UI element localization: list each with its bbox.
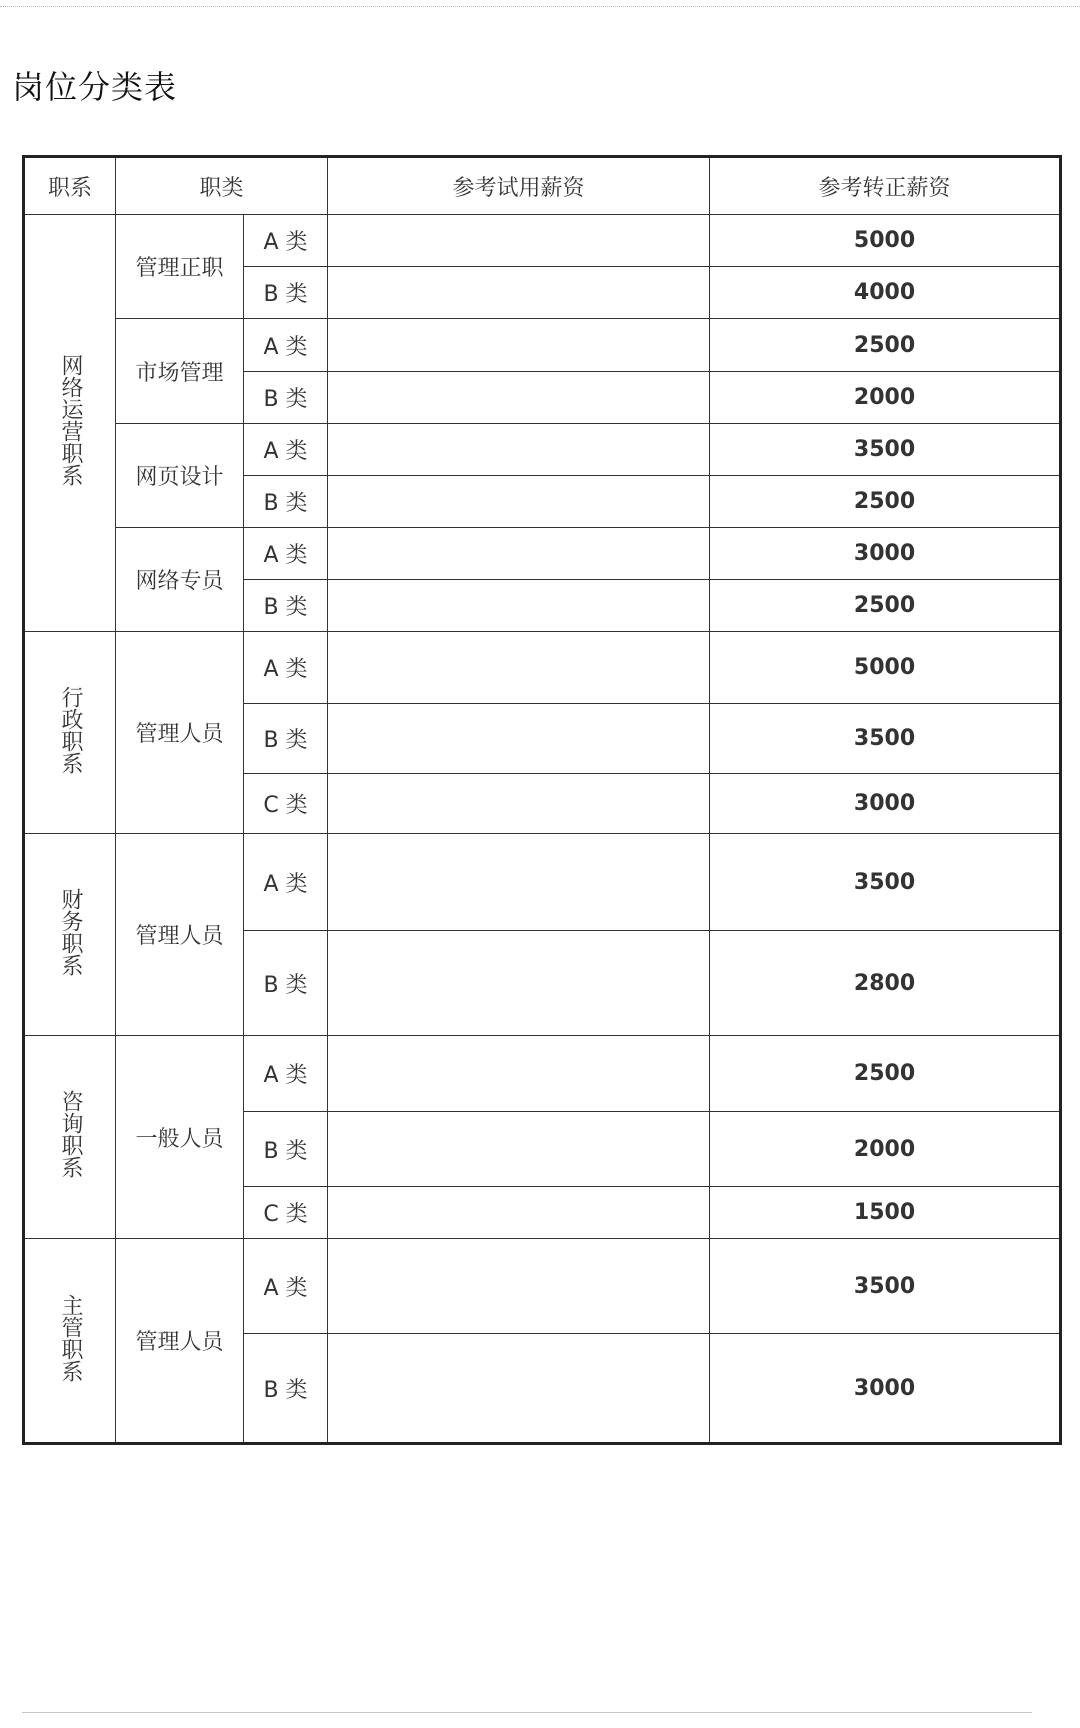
- trial-salary-cell: [328, 1187, 710, 1239]
- grade-cell: B 类: [244, 1334, 328, 1444]
- table-row: [24, 528, 1061, 580]
- trial-salary-cell: [328, 580, 710, 632]
- trial-salary-cell: [328, 931, 710, 1036]
- table-row: [24, 424, 1061, 476]
- grade-cell: B 类: [244, 580, 328, 632]
- regular-salary-cell: 5000: [710, 215, 1061, 267]
- job-system-label: 主管职系: [58, 1293, 83, 1382]
- trial-salary-cell: [328, 774, 710, 834]
- job-classification-table: [22, 155, 1062, 1445]
- table-row: [24, 632, 1061, 704]
- trial-salary-cell: [328, 834, 710, 931]
- regular-salary-cell: 2500: [710, 580, 1061, 632]
- table-row: [24, 834, 1061, 931]
- regular-salary-cell: 3000: [710, 774, 1061, 834]
- grade-cell: A 类: [244, 424, 328, 476]
- job-category-cell: 市场管理: [116, 319, 244, 424]
- trial-salary-cell: [328, 476, 710, 528]
- regular-salary-cell: 3000: [710, 528, 1061, 580]
- header-row: [24, 157, 1061, 215]
- header-regular-salary: 参考转正薪资: [710, 157, 1061, 215]
- regular-salary-cell: 2000: [710, 372, 1061, 424]
- job-system-cell: [24, 215, 116, 632]
- regular-salary-cell: 3500: [710, 704, 1061, 774]
- trial-salary-cell: [328, 632, 710, 704]
- grade-cell: B 类: [244, 931, 328, 1036]
- job-system-label: 行政职系: [58, 685, 83, 774]
- trial-salary-cell: [328, 1036, 710, 1112]
- grade-cell: A 类: [244, 1036, 328, 1112]
- trial-salary-cell: [328, 1112, 710, 1187]
- regular-salary-cell: 2500: [710, 476, 1061, 528]
- job-system-cell: [24, 1239, 116, 1444]
- trial-salary-cell: [328, 319, 710, 372]
- grade-cell: A 类: [244, 632, 328, 704]
- regular-salary-cell: 2000: [710, 1112, 1061, 1187]
- job-category-cell: 网页设计: [116, 424, 244, 528]
- grade-cell: A 类: [244, 215, 328, 267]
- job-category-cell: 管理正职: [116, 215, 244, 319]
- bottom-divider: [22, 1712, 1032, 1713]
- top-divider: [0, 6, 1080, 7]
- grade-cell: C 类: [244, 1187, 328, 1239]
- table-row: [24, 319, 1061, 372]
- trial-salary-cell: [328, 528, 710, 580]
- regular-salary-cell: 2500: [710, 319, 1061, 372]
- grade-cell: A 类: [244, 528, 328, 580]
- regular-salary-cell: 3000: [710, 1334, 1061, 1444]
- table-body: [24, 215, 1061, 1444]
- regular-salary-cell: 3500: [710, 424, 1061, 476]
- regular-salary-cell: 2800: [710, 931, 1061, 1036]
- job-category-cell: 网络专员: [116, 528, 244, 632]
- job-category-cell: 管理人员: [116, 834, 244, 1036]
- job-system-label: 网络运营职系: [58, 354, 83, 486]
- table-row: [24, 1239, 1061, 1334]
- trial-salary-cell: [328, 267, 710, 319]
- trial-salary-cell: [328, 372, 710, 424]
- regular-salary-cell: 3500: [710, 834, 1061, 931]
- trial-salary-cell: [328, 1334, 710, 1444]
- regular-salary-cell: 1500: [710, 1187, 1061, 1239]
- regular-salary-cell: 3500: [710, 1239, 1061, 1334]
- job-system-cell: [24, 834, 116, 1036]
- grade-cell: B 类: [244, 267, 328, 319]
- grade-cell: B 类: [244, 1112, 328, 1187]
- grade-cell: B 类: [244, 704, 328, 774]
- header-trial-salary: 参考试用薪资: [328, 157, 710, 215]
- grade-cell: C 类: [244, 774, 328, 834]
- grade-cell: B 类: [244, 372, 328, 424]
- header-job-category: 职类: [116, 157, 328, 215]
- grade-cell: A 类: [244, 319, 328, 372]
- job-category-cell: 管理人员: [116, 1239, 244, 1444]
- job-system-label: 咨询职系: [58, 1090, 83, 1178]
- trial-salary-cell: [328, 424, 710, 476]
- grade-cell: B 类: [244, 476, 328, 528]
- header-job-system: 职系: [24, 157, 116, 215]
- job-system-cell: [24, 632, 116, 834]
- table-row: [24, 1036, 1061, 1112]
- job-category-cell: 管理人员: [116, 632, 244, 834]
- grade-cell: A 类: [244, 1239, 328, 1334]
- job-system-label: 财务职系: [58, 887, 83, 976]
- grade-cell: A 类: [244, 834, 328, 931]
- page-title: 岗位分类表: [12, 68, 178, 106]
- trial-salary-cell: [328, 1239, 710, 1334]
- regular-salary-cell: 5000: [710, 632, 1061, 704]
- regular-salary-cell: 2500: [710, 1036, 1061, 1112]
- job-category-cell: 一般人员: [116, 1036, 244, 1239]
- job-system-cell: [24, 1036, 116, 1239]
- trial-salary-cell: [328, 704, 710, 774]
- table-row: [24, 215, 1061, 267]
- regular-salary-cell: 4000: [710, 267, 1061, 319]
- trial-salary-cell: [328, 215, 710, 267]
